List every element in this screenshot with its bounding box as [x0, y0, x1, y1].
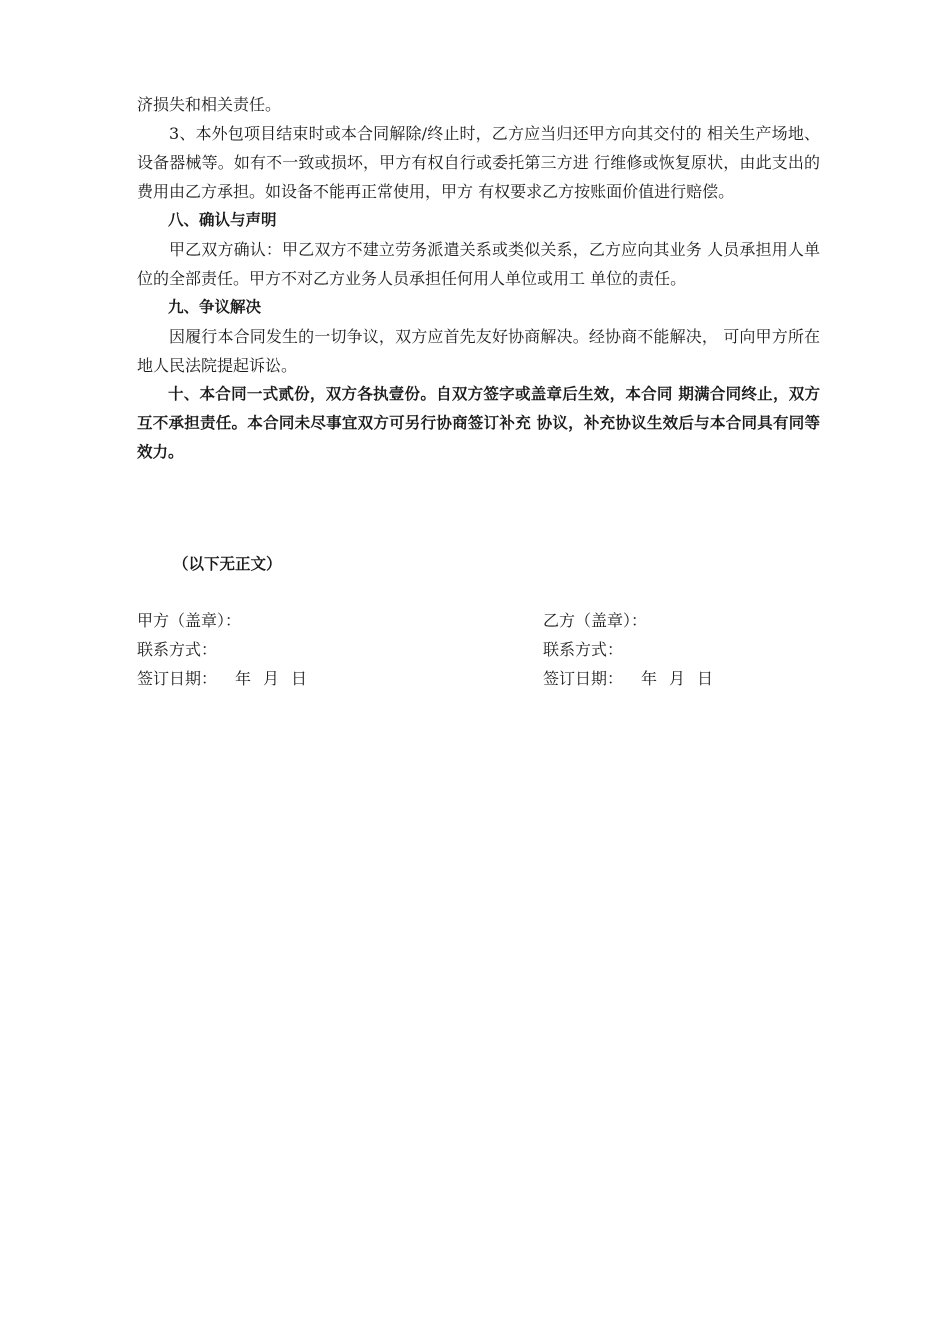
party-a-month-unit: 月 — [263, 669, 280, 688]
party-a-year-unit: 年 — [235, 669, 252, 688]
no-more-text-note: （以下无正文） — [173, 555, 282, 573]
party-a-day-unit: 日 — [291, 669, 308, 688]
party-b-day-unit: 日 — [697, 669, 714, 688]
section-8-heading: 八、确认与声明 — [168, 211, 277, 229]
section-8-paragraph: 甲乙双方确认：甲乙双方不建立劳务派遣关系或类似关系，乙方应向其业务 人员承担用人单位的全部责任。甲方不对乙方业务人员承担任何用人单位或用工 单位的责任。 — [137, 240, 820, 288]
party-a-date-label: 签订日期： — [137, 669, 218, 688]
contract-body — [137, 90, 820, 467]
party-b-seal-label: 乙方（盖章）： — [543, 611, 648, 630]
party-a-date-line — [137, 664, 437, 693]
party-a-contact-label: 联系方式： — [137, 640, 218, 659]
continuation-paragraph: 济损失和相关责任。 — [137, 95, 282, 114]
party-b-month-unit: 月 — [669, 669, 686, 688]
party-a-signature-block — [137, 606, 437, 693]
party-b-signature-block — [543, 606, 843, 693]
clause-3-paragraph: 3、本外包项目结束时或本合同解除/终止时，乙方应当归还甲方向其交付的 相关生产场地、设备器械等。如有不一致或损坏，甲方有权自行或委托第三方进 行维修或恢复原状，由此支出的费用由乙方承担。如设备不能再正常使用，甲方 有权要求乙方按账面价值进行赔偿。 — [137, 124, 820, 201]
party-a-seal-label: 甲方（盖章）： — [137, 611, 242, 630]
section-10-paragraph: 十、本合同一式贰份，双方各执壹份。自双方签字或盖章后生效，本合同 期满合同终止，双方互不承担责任。本合同未尽事宜双方可另行协商签订补充 协议，补充协议生效后与本合同具有同等效力。 — [137, 385, 820, 461]
party-b-date-label: 签订日期： — [543, 669, 624, 688]
party-b-year-unit: 年 — [641, 669, 658, 688]
party-b-date-line — [543, 664, 843, 693]
party-b-contact-label: 联系方式： — [543, 640, 624, 659]
section-9-paragraph: 因履行本合同发生的一切争议，双方应首先友好协商解决。经协商不能解决， 可向甲方所在地人民法院提起诉讼。 — [137, 327, 820, 375]
section-9-heading: 九、争议解决 — [168, 298, 262, 316]
